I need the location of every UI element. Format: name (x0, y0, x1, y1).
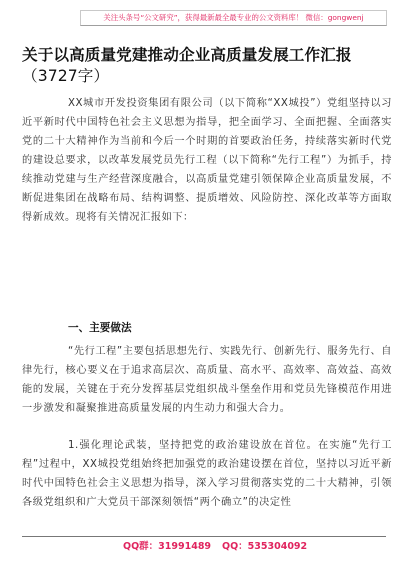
footer-qq-group: QQ群：31991489 (123, 541, 212, 552)
section-heading: 一、主要做法 (68, 322, 132, 334)
title-text: 关于以高质量党建推动企业高质量发展工作汇报 (22, 46, 352, 64)
page-footer (0, 536, 408, 552)
section-paragraph: “先行工程”主要包括思想先行、实践先行、创新先行、服务先行、自律先行，核心要义在于追求高层次、高质量、高水平、高效率、高效益、高效能的发展，关键在于充分发挥基层党组织战斗堡垒作用和党员先锋模范作用进一步激发和凝聚推进高质量发展的内生动力和强大合力。 (22, 346, 392, 414)
promo-banner: 关注头条号“公文研究”，获得最新最全最专业的公文资料库！ 微信：gongwenj (80, 10, 387, 26)
footer-qq: QQ：535304092 (222, 541, 308, 552)
footer-divider (22, 536, 386, 537)
document-title (22, 45, 394, 87)
intro-paragraph: XX城市开发投资集团有限公司（以下简称“XX城投”）党组坚持以习近平新时代中国特色社会主义思想为指导，把全面学习、全面把握、全面落实党的二十大精神作为当前和今后一个时期的首要政治任务，持续落实新时代党的建设总要求，以改革发展党员先行工程（以下简称“先行工程”）为抓手，持续推动党建与生产经营深度融合，以高质量党建引领保障企业高质量发展，不断促进集团在战略布局、结构调整、提质增效、风险防控、深化改革等方面取得新成效。现将有关情况汇报如下： (22, 98, 392, 223)
item-paragraph: 1.强化理论武装，坚持把党的政治建设放在首位。在实施“先行工程”过程中，XX城投党组始终把加强党的政治建设摆在首位，坚持以习近平新时代中国特色社会主义思想为指导，深入学习贯彻落实党的二十大精神，引领各级党组织和广大党员干部深刻领悟“两个确立”的决定性 (22, 440, 392, 508)
word-count: （3727字） (22, 67, 110, 85)
